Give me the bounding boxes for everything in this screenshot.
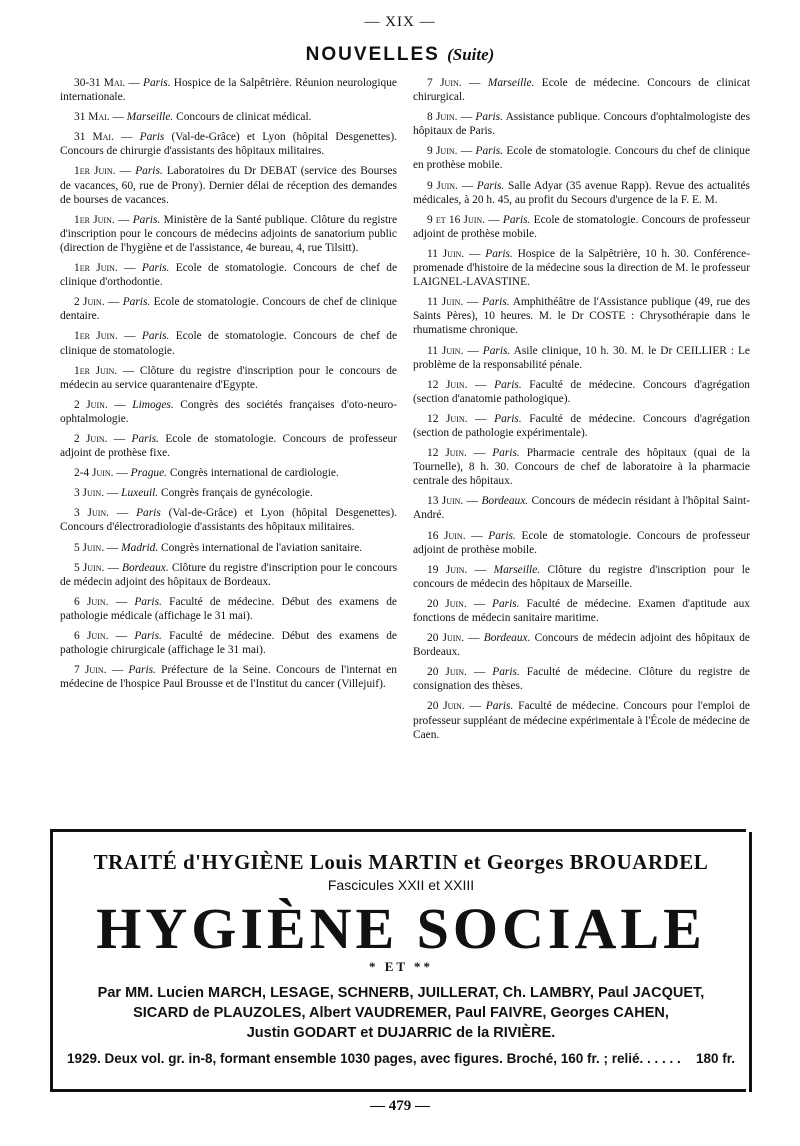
ad-authors-line: Justin GODART et DUJARRIC de la RIVIÈRE. — [246, 1025, 556, 1041]
ad-price-details: 1929. Deux vol. gr. in-8, formant ensemble 1030 pages, avec figures. Broché, 160 fr. ; relié. . . . . . — [67, 1051, 681, 1066]
entry-text: Concours de médecin résidant à l'hôpital Saint-André. — [413, 495, 750, 522]
entry-date: 31 Mai. — [74, 111, 110, 124]
entry-city: Paris. — [494, 378, 522, 391]
entry-text: Faculté de médecine. Examen d'aptitude aux fonctions de médecin sanitaire maritime. — [413, 597, 750, 624]
entry-city: Paris. — [476, 179, 505, 192]
news-entry: 11 Juin. — Paris. Asile clinique, 10 h. 30. M. le Dr CEILLIER : Le problème de la responsabilité pénale. — [413, 344, 750, 371]
entry-text: Faculté de médecine. Concours d'agrégation (section de pathologie expérimentale). — [413, 412, 750, 439]
entry-text: Hospice de la Salpêtrière. Réunion neurologique internationale. — [60, 77, 397, 104]
entry-text: Faculté de médecine. Début des examens de pathologie chirurgicale (affichage le 31 mai). — [60, 630, 397, 657]
news-entry: 5 Juin. — Bordeaux. Clôture du registre d'inscription pour le concours de médecin adjoint des hôpitaux de Bordeaux. — [60, 561, 397, 588]
entry-city: Paris. — [134, 630, 162, 642]
news-entry: 16 Juin. — Paris. Ecole de stomatologie. Concours de professeur adjoint de prothèse mobile. — [413, 529, 751, 556]
entry-text: Clôture du registre d'inscription pour le concours de médecin au service quarantenaire d'Egypte. — [60, 364, 397, 391]
news-entry: 1er Juin. — Paris. Ministère de la Santé publique. Clôture du registre d'inscription pour le concours de médecins adjoints de sanatorium public (direction de l'hygiène et de l'assistance, 4e bureau, 4, rue Tilsitt). — [60, 213, 398, 254]
news-entry: 12 Juin. — Paris. Faculté de médecine. Concours d'agrégation (section d'anatomie pathologique). — [413, 378, 750, 405]
entry-date: 1er Juin. — [74, 165, 116, 178]
news-entry: 9 et 16 Juin. — Paris. Ecole de stomatologie. Concours de professeur adjoint de prothèse mobile. — [413, 213, 750, 240]
entry-date: 9 et 16 Juin. — [427, 213, 486, 226]
ad-authors-line: SICARD de PLAUZOLES, Albert VAUDREMER, Paul FAIVRE, Georges CAHEN, — [133, 1005, 669, 1021]
news-entry: 30-31 Mai. — Paris. Hospice de la Salpêtrière. Réunion neurologique internationale. — [60, 77, 397, 104]
entry-city: Paris — [136, 507, 161, 520]
entry-date: 7 Juin. — [427, 77, 462, 89]
news-entry: 11 Juin. — Paris. Hospice de la Salpêtrière, 10 h. 30. Conférence-promenade d'histoire de la médecine sous la direction de M. le professeur LAIGNEL-LAVASTINE. — [413, 247, 750, 289]
entry-city: Madrid. — [121, 541, 159, 554]
entry-city: Paris. — [475, 111, 503, 124]
page-number: — 479 — — [370, 1098, 430, 1114]
entry-text: Hospice de la Salpêtrière, 10 h. 30. Conférence-promenade d'histoire de la médecine sous la direction de M. le professeur LAIGNEL-LAVASTINE. — [413, 247, 750, 289]
entry-date: 2 Juin. — [74, 296, 105, 309]
ad-volumes: * ET ** — [368, 959, 434, 974]
news-entry: 7 Juin. — Paris. Préfecture de la Seine. Concours de l'internat en médecine de l'hospice Paul Brousse et de l'Institut du cancer (Villejuif). — [60, 664, 398, 691]
news-entry: 3 Juin. — Paris (Val-de-Grâce) et Lyon (hôpital Desgenettes). Concours d'électroradiologie d'assistants des hôpitaux militaires. — [60, 507, 397, 534]
entry-city: Paris. — [141, 262, 170, 275]
news-entry: 11 Juin. — Paris. Amphithéâtre de l'Assistance publique (49, rue des Saints Pères), 10 heures. M. le Dr COSTE : Chrysothérapie dans le rhumatisme chronique. — [413, 296, 750, 337]
ad-price-line — [53, 1051, 749, 1066]
news-entry: 20 Juin. — Paris. Faculté de médecine. Clôture du registre de consignation des thèses. — [413, 666, 750, 693]
entry-city: Paris. — [141, 330, 170, 343]
news-entry: 1er Juin. — Paris. Ecole de stomatologie. Concours de chef de clinique d'orthodontie. — [60, 262, 397, 289]
entry-date: 20 Juin. — [427, 666, 467, 679]
entry-text: Faculté de médecine. Concours d'agrégation (section d'anatomie pathologique). — [413, 378, 750, 405]
entry-text: Congrès français de gynécologie. — [161, 487, 313, 500]
entry-city: Luxeuil. — [121, 487, 159, 500]
entry-date: 12 Juin. — [427, 378, 468, 391]
entry-city: Paris. — [482, 344, 511, 357]
news-entry: 3 Juin. — Luxeuil. Congrès français de gynécologie. — [74, 487, 313, 500]
entry-date: 20 Juin. — [427, 700, 465, 713]
entry-city: Paris. — [122, 296, 151, 309]
entry-date: 19 Juin. — [427, 563, 468, 576]
entry-city: Paris. — [482, 296, 510, 309]
entry-text: Ecole de stomatologie. Concours de professeur adjoint de prothèse mobile. — [413, 529, 751, 556]
entry-date: 9 Juin. — [427, 179, 458, 192]
entry-date: 11 Juin. — [427, 247, 465, 260]
entry-text: Ecole de stomatologie. Concours de chef de clinique dentaire. — [60, 296, 397, 323]
entry-date: 7 Juin. — [74, 664, 107, 677]
entry-city: Paris. — [131, 432, 160, 445]
entry-date: 31 Mai. — [74, 131, 114, 144]
ad-authors — [53, 983, 749, 1043]
entry-city: Paris. — [143, 77, 171, 89]
entry-date: 30-31 Mai. — [74, 77, 126, 89]
entry-text: Ecole de médecine. Concours de clinicat chirurgical. — [413, 77, 750, 104]
news-entry: 20 Juin. — Paris. Faculté de médecine. Examen d'aptitude aux fonctions de médecin sanitaire maritime. — [413, 597, 750, 624]
entry-text: Préfecture de la Seine. Concours de l'internat en médecine de l'hospice Paul Brousse et de l'Institut du cancer (Villejuif). — [60, 664, 398, 691]
page-number-roman: — XIX — — [364, 14, 436, 30]
entry-text: Clôture du registre d'inscription pour le concours de médecin adjoint des hôpitaux de Bordeaux. — [60, 561, 397, 588]
entry-date: 2-4 Juin. — [74, 467, 114, 480]
entry-text: Ecole de stomatologie. Concours de professeur adjoint de prothèse fixe. — [60, 432, 397, 460]
ad-series-title: TRAITÉ d'HYGIÈNE Louis MARTIN et Georges BROUARDEL — [93, 850, 709, 874]
entry-city: Paris. — [475, 145, 504, 158]
ad-main-title: HYGIÈNE SOCIALE — [96, 896, 706, 961]
entry-date: 1er Juin. — [74, 262, 118, 275]
news-entry: 20 Juin. — Paris. Faculté de médecine. Concours pour l'emploi de professeur suppléant de médecine expérimentale à l'École de médecine de Caen. — [413, 700, 750, 741]
entry-date: 12 Juin. — [427, 412, 468, 425]
news-entry: 1er Juin. — Paris. Ecole de stomatologie. Concours de chef de clinique de stomatologie. — [60, 330, 397, 357]
entry-text: Ecole de stomatologie. Concours de chef de clinique d'orthodontie. — [60, 262, 397, 289]
news-entry: 19 Juin. — Marseille. Clôture du registre d'inscription pour le concours de médecin des hôpitaux de Marseille. — [413, 563, 750, 590]
entry-date: 5 Juin. — [74, 561, 105, 574]
entry-text: Ecole de stomatologie. Concours de chef de clinique de stomatologie. — [60, 330, 397, 357]
news-entry: 20 Juin. — Bordeaux. Concours de médecin adjoint des hôpitaux de Bordeaux. — [413, 632, 750, 659]
entry-text: Congrès international de cardiologie. — [169, 467, 339, 480]
entry-date: 16 Juin. — [427, 529, 466, 542]
entry-text: Pharmacie centrale des hôpitaux (quai de la Tournelle), 8 h. 30. Concours de chef de laboratoire à la pharmacie centrale des hôpitaux. — [413, 447, 750, 488]
entry-date: 8 Juin. — [427, 111, 458, 124]
news-entry: 5 Juin. — Madrid. Congrès international de l'aviation sanitaire. — [74, 541, 363, 554]
news-entry: 2 Juin. — Paris. Ecole de stomatologie. Concours de chef de clinique dentaire. — [60, 296, 397, 323]
news-entry: 1er Juin. — Paris. Laboratoires du Dr DEBAT (service des Bourses de vacances, 60, rue de Prony). Dernier délai de réception des demandes de bourses de vacances. — [60, 165, 397, 206]
entry-text: Concours de clinicat médical. — [176, 111, 312, 124]
news-entry: 9 Juin. — Paris. Ecole de stomatologie. Concours du chef de clinique en prothèse mobile. — [413, 145, 750, 172]
entry-date: 20 Juin. — [427, 632, 465, 645]
entry-city: Marseille. — [487, 77, 535, 89]
entry-date: 3 Juin. — [74, 487, 105, 500]
advertisement — [50, 832, 752, 1092]
entry-date: 1er Juin. — [74, 364, 118, 377]
news-entry: 12 Juin. — Paris. Faculté de médecine. Concours d'agrégation (section de pathologie expérimentale). — [413, 412, 750, 439]
news-entry: 2 Juin. — Paris. Ecole de stomatologie. Concours de professeur adjoint de prothèse fixe. — [60, 432, 397, 460]
entry-text: Asile clinique, 10 h. 30. M. le Dr CEILLIER : Le problème de la responsabilité pénale. — [413, 344, 750, 371]
entry-date: 11 Juin. — [427, 296, 464, 309]
entry-date: 12 Juin. — [427, 447, 467, 460]
entry-text: Faculté de médecine. Début des examens de pathologie médicale (affichage le 31 mai). — [60, 595, 397, 622]
entry-date: 9 Juin. — [427, 145, 458, 158]
news-entry: 6 Juin. — Paris. Faculté de médecine. Début des examens de pathologie médicale (affichage le 31 mai). — [60, 595, 397, 622]
entry-text: Amphithéâtre de l'Assistance publique (49, rue des Saints Pères), 10 heures. M. le Dr COSTE : Chrysothérapie dans le rhumatisme chronique. — [413, 296, 750, 337]
entry-text: Assistance publique. Concours d'ophtalmologiste des hôpitaux de Paris. — [413, 111, 751, 138]
entry-text: Faculté de médecine. Concours pour l'emploi de professeur suppléant de médecine expérimentale à l'École de médecine de Caen. — [413, 700, 750, 741]
entry-date: 11 Juin. — [427, 344, 464, 357]
entry-text: Congrès international de l'aviation sanitaire. — [161, 541, 363, 554]
entry-date: 2 Juin. — [74, 398, 108, 411]
entry-text: Faculté de médecine. Clôture du registre de consignation des thèses. — [413, 666, 750, 693]
news-entry: 31 Mai. — Paris (Val-de-Grâce) et Lyon (hôpital Desgenettes). Concours de chirurgie d'assistants des hôpitaux militaires. — [60, 131, 397, 158]
entry-date: 6 Juin. — [74, 595, 109, 608]
entry-city: Paris. — [128, 664, 156, 677]
section-title — [0, 44, 800, 66]
entry-text: Ministère de la Santé publique. Clôture du registre d'inscription pour le concours de médecins adjoints de sanatorium public (direction de l'hygiène et de l'assistance, 4e bureau, 4, rue Tilsitt). — [60, 213, 398, 254]
entry-city: Paris. — [132, 213, 161, 226]
entry-date: 20 Juin. — [427, 597, 467, 610]
left-column — [60, 76, 397, 824]
news-entry: 7 Juin. — Marseille. Ecole de médecine. Concours de clinicat chirurgical. — [413, 77, 750, 104]
entry-city: Marseille. — [126, 111, 174, 124]
entry-date: 5 Juin. — [74, 541, 105, 554]
entry-city: Paris. — [485, 700, 514, 713]
right-column — [413, 76, 750, 824]
entry-text: Ecole de stomatologie. Concours du chef de clinique en prothèse mobile. — [413, 145, 750, 172]
entry-text: (Val-de-Grâce) et Lyon (hôpital Desgenettes). Concours d'électroradiologie d'assistants des hôpitaux militaires. — [60, 507, 397, 534]
entry-text: Laboratoires du Dr DEBAT (service des Bourses de vacances, 60, rue de Prony). Dernier délai de réception des demandes de bourses de vacances. — [60, 165, 397, 206]
news-entry: 8 Juin. — Paris. Assistance publique. Concours d'ophtalmologiste des hôpitaux de Paris. — [413, 111, 751, 138]
entry-date: 1er Juin. — [74, 213, 115, 226]
entry-city: Paris. — [494, 412, 522, 425]
entry-date: 13 Juin. — [427, 495, 464, 508]
entry-city: Paris — [139, 131, 165, 144]
news-entry: 2 Juin. — Limoges. Congrès des sociétés françaises d'oto-neuro-ophtalmologie. — [60, 398, 397, 425]
entry-city: Paris. — [485, 247, 513, 260]
entry-text: Concours de médecin adjoint des hôpitaux de Bordeaux. — [413, 632, 750, 659]
entry-date: 3 Juin. — [74, 507, 110, 520]
section-title-text: NOUVELLES — [305, 44, 440, 65]
news-entry: 12 Juin. — Paris. Pharmacie centrale des hôpitaux (quai de la Tournelle), 8 h. 30. Concours de chef de laboratoire à la pharmacie centrale des hôpitaux. — [413, 447, 750, 488]
entry-city: Limoges. — [132, 398, 174, 411]
ad-fascicules: Fascicules XXII et XXIII — [327, 877, 475, 893]
entry-text: Ecole de stomatologie. Concours de professeur adjoint de prothèse mobile. — [413, 213, 750, 240]
entry-city: Prague. — [130, 467, 168, 480]
news-columns — [60, 76, 750, 824]
entry-city: Paris. — [502, 213, 531, 226]
entry-text: (Val-de-Grâce) et Lyon (hôpital Desgenettes). Concours de chirurgie d'assistants des hôpitaux militaires. — [60, 131, 397, 158]
ad-authors-line: Par MM. Lucien MARCH, LESAGE, SCHNERB, JUILLERAT, Ch. LAMBRY, Paul JACQUET, — [97, 985, 705, 1001]
news-entry: 2-4 Juin. — Prague. Congrès international de cardiologie. — [74, 467, 339, 480]
news-entry: 1er Juin. — Clôture du registre d'inscription pour le concours de médecin au service quarantenaire d'Egypte. — [60, 364, 397, 391]
entry-city: Paris. — [492, 597, 520, 610]
entry-text: Clôture du registre d'inscription pour le concours de médecin des hôpitaux de Marseille. — [413, 563, 750, 590]
entry-date: 6 Juin. — [74, 630, 109, 642]
news-entry: 31 Mai. — Marseille. Concours de clinicat médical. — [74, 111, 312, 124]
entry-city: Paris. — [492, 666, 520, 679]
news-entry: 6 Juin. — Paris. Faculté de médecine. Début des examens de pathologie chirurgicale (affichage le 31 mai). — [60, 630, 397, 657]
entry-text: Salle Adyar (35 avenue Rapp). Revue des actualités médicales, à 20 h. 45, au profit du Secours d'urgence de la F. E. M. — [413, 179, 750, 206]
bottom-rule — [50, 1089, 746, 1092]
entry-city: Bordeaux. — [121, 561, 169, 574]
entry-date: 2 Juin. — [74, 432, 108, 445]
entry-city: Bordeaux. — [483, 632, 531, 645]
news-entry: 9 Juin. — Paris. Salle Adyar (35 avenue Rapp). Revue des actualités médicales, à 20 h. 45, au profit du Secours d'urgence de la F. E. M. — [413, 179, 750, 206]
entry-text: Congrès des sociétés françaises d'oto-neuro-ophtalmologie. — [60, 398, 397, 425]
entry-city: Paris. — [135, 165, 163, 178]
entry-date: 1er Juin. — [74, 330, 118, 343]
news-entry: 13 Juin. — Bordeaux. Concours de médecin résidant à l'hôpital Saint-André. — [413, 495, 750, 522]
entry-city: Paris. — [492, 447, 520, 460]
entry-city: Marseille. — [493, 563, 541, 576]
entry-city: Bordeaux. — [481, 495, 529, 508]
section-title-suffix: (Suite) — [447, 45, 495, 64]
ad-price-bound: 180 fr. — [695, 1051, 735, 1066]
entry-city: Paris. — [488, 529, 516, 542]
entry-city: Paris. — [134, 595, 162, 608]
